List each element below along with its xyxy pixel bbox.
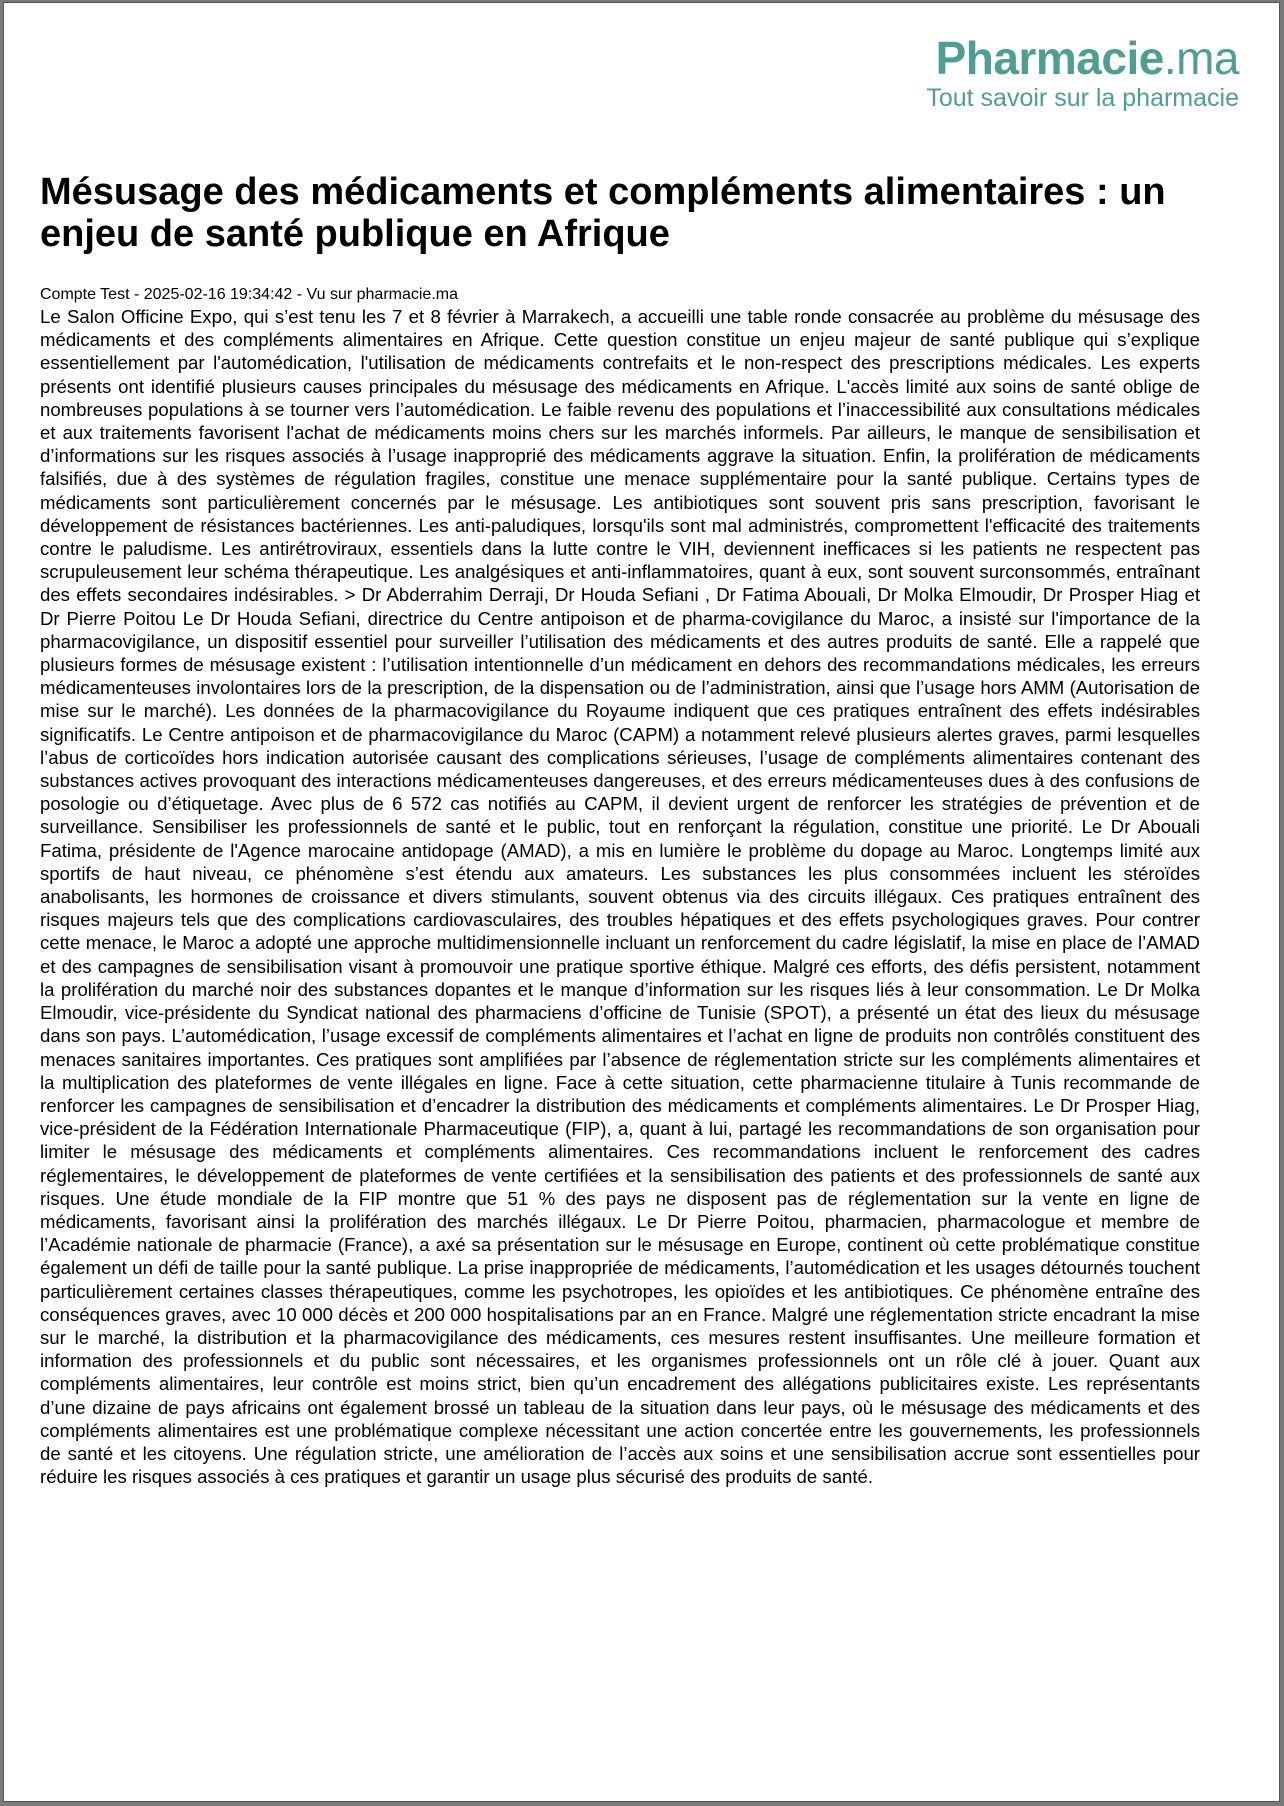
brand-name: Pharmacie [935,32,1164,84]
brand-tld: .ma [1163,32,1239,84]
article-body: Le Salon Officine Expo, qui s’est tenu les 7 et 8 février à Marrakech, a accueilli une table ronde consacrée au problème du mésusage des médicaments et des compléments alimentaires en Afrique. Cette question constitue un enjeu majeur de santé publique qui s’explique essentiellement par l'automédication, l'utilisation de médicaments contrefaits et le non-respect des prescriptions médicales. Les experts présents ont identifié plusieurs causes principales du mésusage des médicaments en Afrique. L'accès limité aux soins de santé oblige de nombreuses populations à se tourner vers l’automédication. Le faible revenu des populations et l’inaccessibilité aux consultations médicales et aux traitements favorisent l'achat de médicaments moins chers sur les marchés informels. Par ailleurs, le manque de sensibilisation et d’informations sur les risques associés à l’usage inapproprié des médicaments aggrave la situation. Enfin, la prolifération de médicaments falsifiés, due à des systèmes de régulation fragiles, constitue une menace supplémentaire pour la santé publique. Certains types de médicaments sont particulièrement concernés par le mésusage. Les antibiotiques sont souvent pris sans prescription, favorisant le développement de résistances bactériennes. Les anti-paludiques, lorsqu'ils sont mal administrés, compromettent l'efficacité des traitements contre le paludisme. Les antirétroviraux, essentiels dans la lutte contre le VIH, deviennent inefficaces si les patients ne respectent pas scrupuleusement leur schéma thérapeutique. Les analgésiques et anti-inflammatoires, quant à eux, sont souvent surconsommés, entraînant des effets secondaires indésirables. > Dr Abderrahim Derraji, Dr Houda Sefiani , Dr Fatima Abouali, Dr Molka Elmoudir, Dr Prosper Hiag et Dr Pierre Poitou Le Dr Houda Sefiani, directrice du Centre antipoison et de pharma-covigilance du Maroc, a insisté sur l'importance de la pharmacovigilance, un dispositif essentiel pour surveiller l’utilisation des médicaments et des autres produits de santé. Elle a rappelé que plusieurs formes de mésusage existent : l’utilisation intentionnelle d’un médicament en dehors des recommandations médicales, les erreurs médicamenteuses involontaires lors de la prescription, de la dispensation ou de l’administration, ainsi que l’usage hors AMM (Autorisation de mise sur le marché). Les données de la pharmacovigilance du Royaume indiquent que ces pratiques entraînent des effets indésirables significatifs. Le Centre antipoison et de pharmacovigilance du Maroc (CAPM) a notamment relevé plusieurs alertes graves, parmi lesquelles l’abus de corticoïdes hors indication autorisée causant des complications sérieuses, l’usage de compléments alimentaires contenant des substances actives provoquant des interactions médicamenteuses dangereuses, et des erreurs médicamenteuses dues à des confusions de posologie ou d’étiquetage. Avec plus de 6 572 cas notifiés au CAPM, il devient urgent de renforcer les stratégies de prévention et de surveillance. Sensibiliser les professionnels de santé et le public, tout en renforçant la régulation, constitue une priorité. Le Dr Abouali Fatima, présidente de l'Agence marocaine antidopage (AMAD), a mis en lumière le problème du dopage au Maroc. Longtemps limité aux sportifs de haut niveau, ce phénomène s’est étendu aux amateurs. Les substances les plus consommées incluent les stéroïdes anabolisants, les hormones de croissance et divers stimulants, souvent obtenus via des circuits illégaux. Ces pratiques entraînent des risques majeurs tels que des complications cardiovasculaires, des troubles hépatiques et des effets psychologiques graves. Pour contrer cette menace, le Maroc a adopté une approche multidimensionnelle incluant un renforcement du cadre législatif, la mise en place de l’AMAD et des campagnes de sensibilisation visant à promouvoir une pratique sportive éthique. Malgré ces efforts, des défis persistent, notamment la prolifération du marché noir des substances dopantes et le manque d’information sur les risques liés à leur consommation. Le Dr Molka Elmoudir, vice-présidente du Syndicat national des pharmaciens d’officine de Tunisie (SPOT), a présenté un état des lieux du mésusage dans son pays. L’automédication, l’usage excessif de compléments alimentaires et l’achat en ligne de produits non contrôlés constituent des menaces sanitaires importantes. Ces pratiques sont amplifiées par l’absence de réglementation stricte sur les compléments alimentaires et la multiplication des plateformes de vente illégales en ligne. Face à cette situation, cette pharmacienne titulaire à Tunis recommande de renforcer les campagnes de sensibilisation et d’encadrer la distribution des médicaments et compléments alimentaires. Le Dr Prosper Hiag, vice-président de la Fédération Internationale Pharmaceutique (FIP), a, quant à lui, partagé les recommandations de son organisation pour limiter le mésusage des médicaments et compléments alimentaires. Ces recommandations incluent le renforcement des cadres réglementaires, le développement de plateformes de vente certifiées et la sensibilisation des patients et des professionnels de santé aux risques. Une étude mondiale de la FIP montre que 51 % des pays ne disposent pas de réglementation sur la vente en ligne de médicaments, favorisant ainsi la prolifération des marchés illégaux. Le Dr Pierre Poitou, pharmacien, pharmacologue et membre de l’Académie nationale de pharmacie (France), a axé sa présentation sur le mésusage en Europe, continent où cette problématique constitue également un défi de taille pour la santé publique. La prise inappropriée de médicaments, l’automédication et les usages détournés touchent particulièrement certaines classes thérapeutiques, comme les psychotropes, les opioïdes et les antibiotiques. Ce phénomène entraîne des conséquences graves, avec 10 000 décès et 200 000 hospitalisations par an en France. Malgré une réglementation stricte encadrant la mise sur le marché, la distribution et la pharmacovigilance des médicaments, ces mesures restent insuffisantes. Une meilleure formation et information des professionnels et du public sont nécessaires, et les organismes professionnels ont un rôle clé à jouer. Quant aux compléments alimentaires, leur contrôle est moins strict, bien qu’un encadrement des allégations publicitaires existe. Les représentants d’une dizaine de pays africains ont également brossé un tableau de la situation dans leur pays, où le mésusage des médicaments et des compléments alimentaires est une problématique complexe nécessitant une action concertée entre les gouvernements, les professionnels de santé et les citoyens. Une régulation stricte, une amélioration de l’accès aux soins et une sensibilisation accrue sont essentielles pour réduire les risques associés à ces pratiques et garantir un usage plus sécurisé des produits de santé. [40,306,1200,1488]
document-page [3,2,1280,1802]
article-meta: Compte Test - 2025-02-16 19:34:42 - Vu sur pharmacie.ma [40,286,458,303]
site-brand[interactable] [926,33,1239,113]
brand-tagline: Tout savoir sur la pharmacie [926,84,1239,112]
article-title: Mésusage des médicaments et compléments alimentaires : un enjeu de santé publique en Afrique [40,171,1166,255]
site-logo[interactable] [926,33,1239,83]
